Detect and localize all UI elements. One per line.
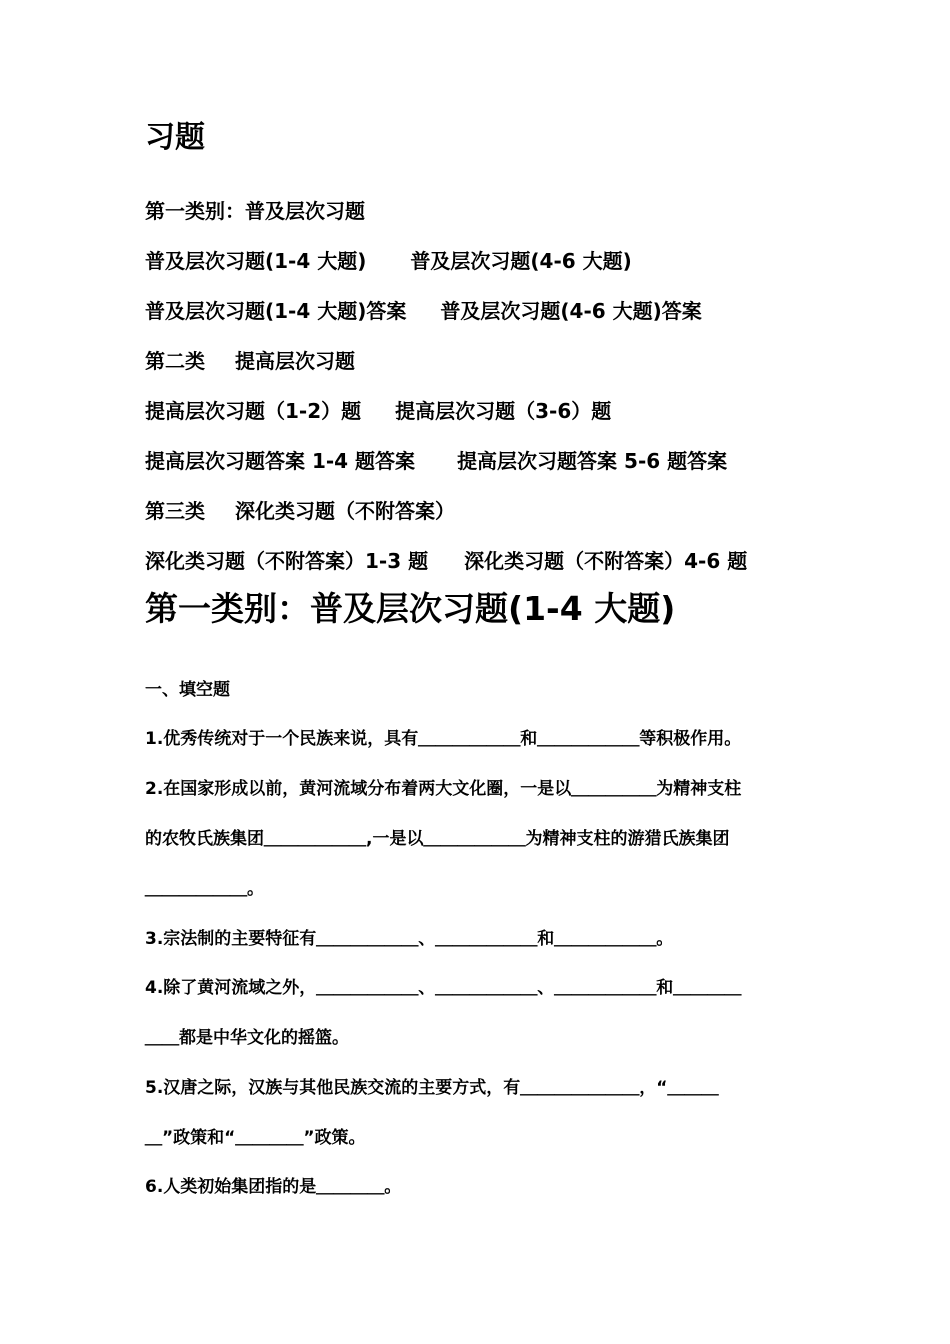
toc-row-4 xyxy=(145,445,727,474)
toc-link[interactable]: 普及层次习题(4-6 大题) xyxy=(410,249,632,273)
question-line: 2.在国家形成以前，黄河流域分布着两大文化圈，一是以＿＿＿＿＿为精神支柱 xyxy=(145,779,742,799)
toc-category-2 xyxy=(145,345,355,374)
question-line: ＿”政策和“＿＿＿＿”政策。 xyxy=(145,1128,366,1148)
toc-row-3 xyxy=(145,395,611,424)
toc-link[interactable]: 深化类习题（不附答案） xyxy=(235,499,455,523)
toc-link[interactable]: 提高层次习题 xyxy=(235,349,355,373)
question-line: 3.宗法制的主要特征有＿＿＿＿＿＿、＿＿＿＿＿＿和＿＿＿＿＿＿。 xyxy=(145,929,674,949)
question-line: ＿＿都是中华文化的摇篮。 xyxy=(145,1028,349,1048)
part-title: 一、填空题 xyxy=(145,680,230,700)
question-line: ＿＿＿＿＿＿。 xyxy=(145,879,264,899)
toc-link[interactable]: 普及层次习题(1-4 大题)答案 xyxy=(145,299,407,323)
toc-link[interactable]: 第三类 xyxy=(145,499,205,523)
toc-link[interactable]: 提高层次习题答案 5-6 题答案 xyxy=(457,449,728,473)
question-line: 1.优秀传统对于一个民族来说，具有＿＿＿＿＿＿和＿＿＿＿＿＿等积极作用。 xyxy=(145,729,742,749)
page-heading: 习题 xyxy=(145,120,205,155)
toc-link[interactable]: 普及层次习题(1-4 大题) xyxy=(145,249,367,273)
toc-category-1[interactable]: 第一类别：普及层次习题 xyxy=(145,199,365,223)
section-title: 第一类别：普及层次习题(1-4 大题) xyxy=(145,589,676,628)
toc-link[interactable]: 提高层次习题（3-6）题 xyxy=(395,399,612,423)
toc-link[interactable]: 提高层次习题答案 1-4 题答案 xyxy=(145,449,416,473)
toc-row-1 xyxy=(145,245,632,274)
toc-link[interactable]: 深化类习题（不附答案）4-6 题 xyxy=(464,549,748,573)
question-line: 6.人类初始集团指的是＿＿＿＿。 xyxy=(145,1177,402,1197)
toc-category-3 xyxy=(145,495,455,524)
question-line: 5.汉唐之际，汉族与其他民族交流的主要方式，有＿＿＿＿＿＿＿，“＿＿＿ xyxy=(145,1078,719,1098)
toc-row-5 xyxy=(145,545,747,574)
toc-link[interactable]: 普及层次习题(4-6 大题)答案 xyxy=(440,299,702,323)
toc-link[interactable]: 提高层次习题（1-2）题 xyxy=(145,399,362,423)
question-line: 4.除了黄河流域之外，＿＿＿＿＿＿、＿＿＿＿＿＿、＿＿＿＿＿＿和＿＿＿＿ xyxy=(145,978,742,998)
toc-link[interactable]: 深化类习题（不附答案）1-3 题 xyxy=(145,549,429,573)
toc-row-2 xyxy=(145,295,702,324)
question-line: 的农牧氏族集团＿＿＿＿＿＿,一是以＿＿＿＿＿＿为精神支柱的游猎氏族集团 xyxy=(145,829,730,849)
toc-link[interactable]: 第二类 xyxy=(145,349,205,373)
